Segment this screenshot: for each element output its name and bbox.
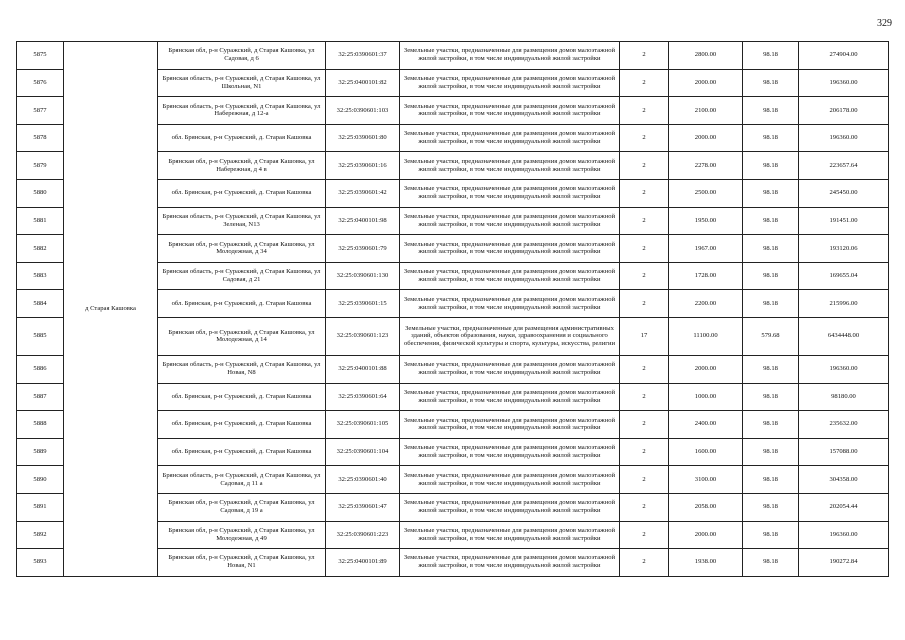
use-group-cell: 2: [620, 355, 669, 383]
cadastral-number-cell: 32:25:0390601:16: [326, 152, 400, 180]
address-cell: Брянская область, р-н Суражский, д Старая Кашовка, ул Зеленая, N13: [158, 207, 326, 235]
cadastral-value-cell: 196360.00: [799, 355, 889, 383]
row-number-cell: 5878: [17, 124, 64, 152]
cadastral-value-cell: 98180.00: [799, 383, 889, 411]
row-number-cell: 5893: [17, 549, 64, 577]
specific-value-cell: 98.18: [743, 493, 799, 521]
row-number-cell: 5891: [17, 493, 64, 521]
specific-value-cell: 98.18: [743, 466, 799, 494]
use-group-cell: 2: [620, 69, 669, 97]
cadastral-number-cell: 32:25:0390601:40: [326, 466, 400, 494]
row-number-cell: 5892: [17, 521, 64, 549]
row-number-cell: 5875: [17, 42, 64, 70]
cadastral-number-cell: 32:25:0400101:88: [326, 355, 400, 383]
area-cell: 1000.00: [669, 383, 743, 411]
row-number-cell: 5890: [17, 466, 64, 494]
address-cell: Брянская область, р-н Суражский, д Старая Кашовка, ул Садовая, д 21: [158, 262, 326, 290]
row-number-cell: 5888: [17, 411, 64, 439]
row-number-cell: 5876: [17, 69, 64, 97]
use-group-cell: 2: [620, 207, 669, 235]
row-number-cell: 5886: [17, 355, 64, 383]
permitted-use-cell: Земельные участки, предназначенные для размещения домов малоэтажной жилой застройки, в том числе индивидуальной жилой застройки: [400, 549, 620, 577]
row-number-cell: 5879: [17, 152, 64, 180]
cadastral-value-cell: 196360.00: [799, 69, 889, 97]
permitted-use-cell: Земельные участки, предназначенные для размещения домов малоэтажной жилой застройки, в том числе индивидуальной жилой застройки: [400, 355, 620, 383]
cadastral-number-cell: 32:25:0390601:223: [326, 521, 400, 549]
use-group-cell: 2: [620, 262, 669, 290]
area-cell: 2000.00: [669, 521, 743, 549]
specific-value-cell: 98.18: [743, 262, 799, 290]
cadastral-number-cell: 32:25:0390601:79: [326, 235, 400, 263]
row-number-cell: 5883: [17, 262, 64, 290]
use-group-cell: 2: [620, 383, 669, 411]
page-number: 329: [877, 18, 892, 29]
use-group-cell: 2: [620, 179, 669, 207]
specific-value-cell: 98.18: [743, 549, 799, 577]
specific-value-cell: 98.18: [743, 152, 799, 180]
specific-value-cell: 98.18: [743, 290, 799, 318]
address-cell: обл. Брянская, р-н Суражский, д. Старая Кашовка: [158, 438, 326, 466]
cadastral-value-cell: 206178.00: [799, 97, 889, 125]
cadastral-value-cell: 169655.04: [799, 262, 889, 290]
specific-value-cell: 98.18: [743, 235, 799, 263]
land-plot-registry-table: [16, 41, 889, 577]
cadastral-value-cell: 157088.00: [799, 438, 889, 466]
row-number-cell: 5887: [17, 383, 64, 411]
specific-value-cell: 98.18: [743, 521, 799, 549]
cadastral-value-cell: 193120.06: [799, 235, 889, 263]
specific-value-cell: 98.18: [743, 438, 799, 466]
cadastral-value-cell: 196360.00: [799, 521, 889, 549]
area-cell: 1950.00: [669, 207, 743, 235]
row-number-cell: 5885: [17, 317, 64, 355]
specific-value-cell: 98.18: [743, 355, 799, 383]
specific-value-cell: 579.68: [743, 317, 799, 355]
address-cell: Брянская обл, р-н Суражский, д Старая Кашовка, ул Садовая, д 6: [158, 42, 326, 70]
address-cell: обл. Брянская, р-н Суражский, д. Старая Кашовка: [158, 124, 326, 152]
cadastral-number-cell: 32:25:0390601:104: [326, 438, 400, 466]
cadastral-value-cell: 215996.00: [799, 290, 889, 318]
permitted-use-cell: Земельные участки, предназначенные для размещения домов малоэтажной жилой застройки, в том числе индивидуальной жилой застройки: [400, 42, 620, 70]
specific-value-cell: 98.18: [743, 69, 799, 97]
area-cell: 1728.00: [669, 262, 743, 290]
specific-value-cell: 98.18: [743, 179, 799, 207]
use-group-cell: 2: [620, 438, 669, 466]
address-cell: Брянская обл, р-н Суражский, д Старая Кашовка, ул Молодежная, д 49: [158, 521, 326, 549]
specific-value-cell: 98.18: [743, 383, 799, 411]
address-cell: Брянская область, р-н Суражский, д Старая Кашовка, ул Новая, N8: [158, 355, 326, 383]
address-cell: обл. Брянская, р-н Суражский, д. Старая Кашовка: [158, 179, 326, 207]
address-cell: Брянская область, р-н Суражский, д Старая Кашовка, ул Садовая, д 11 а: [158, 466, 326, 494]
cadastral-number-cell: 32:25:0390601:64: [326, 383, 400, 411]
row-number-cell: 5877: [17, 97, 64, 125]
address-cell: Брянская обл, р-н Суражский, д Старая Кашовка, ул Молодежная, д 34: [158, 235, 326, 263]
row-number-cell: 5882: [17, 235, 64, 263]
table-row: [17, 42, 889, 70]
cadastral-number-cell: 32:25:0400101:89: [326, 549, 400, 577]
address-cell: обл. Брянская, р-н Суражский, д. Старая Кашовка: [158, 383, 326, 411]
area-cell: 11100.00: [669, 317, 743, 355]
use-group-cell: 2: [620, 521, 669, 549]
address-cell: Брянская обл, р-н Суражский, д Старая Кашовка, ул Молодежная, д 14: [158, 317, 326, 355]
address-cell: Брянская область, р-н Суражский, д Старая Кашовка, ул Школьная, N1: [158, 69, 326, 97]
area-cell: 1938.00: [669, 549, 743, 577]
use-group-cell: 2: [620, 235, 669, 263]
area-cell: 2000.00: [669, 69, 743, 97]
cadastral-number-cell: 32:25:0390601:130: [326, 262, 400, 290]
permitted-use-cell: Земельные участки, предназначенные для размещения домов малоэтажной жилой застройки, в том числе индивидуальной жилой застройки: [400, 235, 620, 263]
cadastral-value-cell: 223657.64: [799, 152, 889, 180]
cadastral-value-cell: 190272.84: [799, 549, 889, 577]
area-cell: 2278.00: [669, 152, 743, 180]
use-group-cell: 2: [620, 549, 669, 577]
area-cell: 2400.00: [669, 411, 743, 439]
area-cell: 2100.00: [669, 97, 743, 125]
use-group-cell: 2: [620, 493, 669, 521]
address-cell: обл. Брянская, р-н Суражский, д. Старая Кашовка: [158, 290, 326, 318]
permitted-use-cell: Земельные участки, предназначенные для размещения административных зданий, объектов образования, науки, здравоохранения и социального обеспечения, физической культуры и спорта, культуры, искусства, религии: [400, 317, 620, 355]
use-group-cell: 17: [620, 317, 669, 355]
cadastral-number-cell: 32:25:0390601:103: [326, 97, 400, 125]
permitted-use-cell: Земельные участки, предназначенные для размещения домов малоэтажной жилой застройки, в том числе индивидуальной жилой застройки: [400, 290, 620, 318]
use-group-cell: 2: [620, 466, 669, 494]
permitted-use-cell: Земельные участки, предназначенные для размещения домов малоэтажной жилой застройки, в том числе индивидуальной жилой застройки: [400, 521, 620, 549]
row-number-cell: 5884: [17, 290, 64, 318]
area-cell: 2000.00: [669, 355, 743, 383]
row-number-cell: 5881: [17, 207, 64, 235]
cadastral-value-cell: 245450.00: [799, 179, 889, 207]
permitted-use-cell: Земельные участки, предназначенные для размещения домов малоэтажной жилой застройки, в том числе индивидуальной жилой застройки: [400, 493, 620, 521]
area-cell: 1967.00: [669, 235, 743, 263]
cadastral-number-cell: 32:25:0400101:98: [326, 207, 400, 235]
use-group-cell: 2: [620, 124, 669, 152]
address-cell: Брянская область, р-н Суражский, д Старая Кашовка, ул Набережная, д 12-а: [158, 97, 326, 125]
specific-value-cell: 98.18: [743, 411, 799, 439]
cadastral-number-cell: 32:25:0390601:105: [326, 411, 400, 439]
permitted-use-cell: Земельные участки, предназначенные для размещения домов малоэтажной жилой застройки, в том числе индивидуальной жилой застройки: [400, 383, 620, 411]
cadastral-value-cell: 196360.00: [799, 124, 889, 152]
use-group-cell: 2: [620, 97, 669, 125]
area-cell: 1600.00: [669, 438, 743, 466]
cadastral-value-cell: 6434448.00: [799, 317, 889, 355]
row-number-cell: 5880: [17, 179, 64, 207]
cadastral-number-cell: 32:25:0390601:42: [326, 179, 400, 207]
registry-table-body: [17, 42, 889, 577]
permitted-use-cell: Земельные участки, предназначенные для размещения домов малоэтажной жилой застройки, в том числе индивидуальной жилой застройки: [400, 124, 620, 152]
cadastral-value-cell: 191451.00: [799, 207, 889, 235]
specific-value-cell: 98.18: [743, 207, 799, 235]
area-cell: 2500.00: [669, 179, 743, 207]
use-group-cell: 2: [620, 290, 669, 318]
cadastral-number-cell: 32:25:0390601:47: [326, 493, 400, 521]
permitted-use-cell: Земельные участки, предназначенные для размещения домов малоэтажной жилой застройки, в том числе индивидуальной жилой застройки: [400, 466, 620, 494]
permitted-use-cell: Земельные участки, предназначенные для размещения домов малоэтажной жилой застройки, в том числе индивидуальной жилой застройки: [400, 97, 620, 125]
permitted-use-cell: Земельные участки, предназначенные для размещения домов малоэтажной жилой застройки, в том числе индивидуальной жилой застройки: [400, 262, 620, 290]
specific-value-cell: 98.18: [743, 97, 799, 125]
specific-value-cell: 98.18: [743, 42, 799, 70]
cadastral-value-cell: 202054.44: [799, 493, 889, 521]
address-cell: обл. Брянская, р-н Суражский, д. Старая Кашовка: [158, 411, 326, 439]
area-cell: 2000.00: [669, 124, 743, 152]
use-group-cell: 2: [620, 42, 669, 70]
permitted-use-cell: Земельные участки, предназначенные для размещения домов малоэтажной жилой застройки, в том числе индивидуальной жилой застройки: [400, 152, 620, 180]
area-cell: 2058.00: [669, 493, 743, 521]
specific-value-cell: 98.18: [743, 124, 799, 152]
cadastral-number-cell: 32:25:0400101:82: [326, 69, 400, 97]
address-cell: Брянская обл, р-н Суражский, д Старая Кашовка, ул Набережная, д 4 в: [158, 152, 326, 180]
area-cell: 2800.00: [669, 42, 743, 70]
cadastral-value-cell: 274904.00: [799, 42, 889, 70]
use-group-cell: 2: [620, 411, 669, 439]
cadastral-number-cell: 32:25:0390601:80: [326, 124, 400, 152]
area-cell: 2200.00: [669, 290, 743, 318]
permitted-use-cell: Земельные участки, предназначенные для размещения домов малоэтажной жилой застройки, в том числе индивидуальной жилой застройки: [400, 179, 620, 207]
address-cell: Брянская обл, р-н Суражский, д Старая Кашовка, ул Новая, N1: [158, 549, 326, 577]
area-cell: 3100.00: [669, 466, 743, 494]
permitted-use-cell: Земельные участки, предназначенные для размещения домов малоэтажной жилой застройки, в том числе индивидуальной жилой застройки: [400, 207, 620, 235]
permitted-use-cell: Земельные участки, предназначенные для размещения домов малоэтажной жилой застройки, в том числе индивидуальной жилой застройки: [400, 438, 620, 466]
permitted-use-cell: Земельные участки, предназначенные для размещения домов малоэтажной жилой застройки, в том числе индивидуальной жилой застройки: [400, 69, 620, 97]
cadastral-number-cell: 32:25:0390601:37: [326, 42, 400, 70]
cadastral-number-cell: 32:25:0390601:123: [326, 317, 400, 355]
permitted-use-cell: Земельные участки, предназначенные для размещения домов малоэтажной жилой застройки, в том числе индивидуальной жилой застройки: [400, 411, 620, 439]
cadastral-value-cell: 304358.00: [799, 466, 889, 494]
row-number-cell: 5889: [17, 438, 64, 466]
locality-cell: д Старая Кашовка: [64, 42, 158, 577]
address-cell: Брянская обл, р-н Суражский, д Старая Кашовка, ул Садовая, д 19 а: [158, 493, 326, 521]
use-group-cell: 2: [620, 152, 669, 180]
cadastral-value-cell: 235632.00: [799, 411, 889, 439]
cadastral-number-cell: 32:25:0390601:15: [326, 290, 400, 318]
